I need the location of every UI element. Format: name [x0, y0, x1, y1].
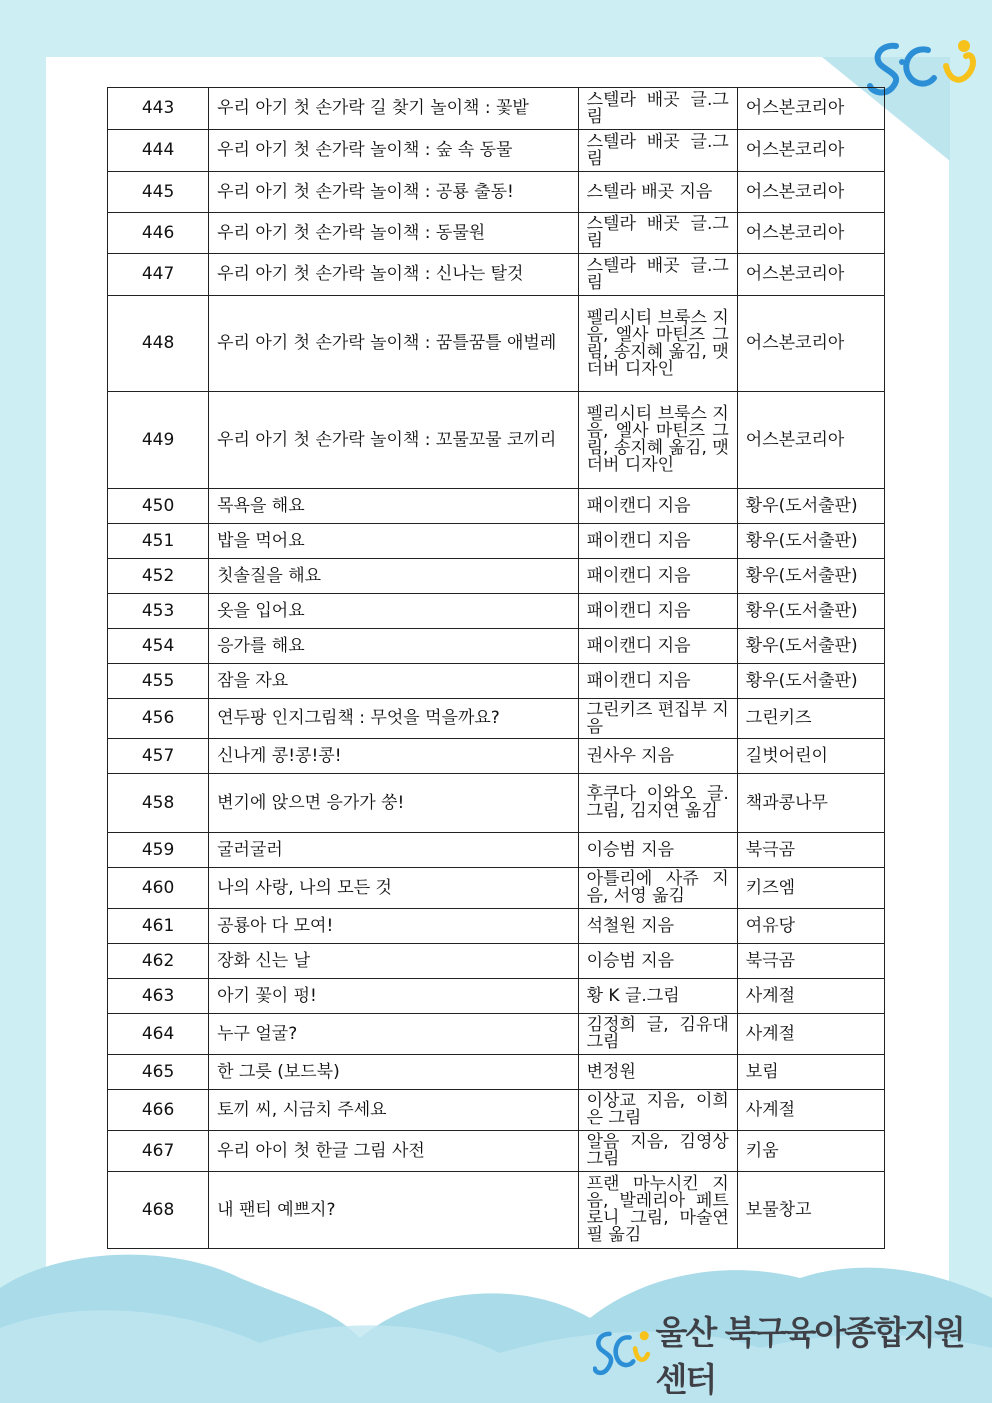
book-title: 장화 신는 날: [209, 944, 578, 979]
table-row: [108, 944, 885, 979]
row-number: 464: [108, 1014, 209, 1055]
row-number: 450: [108, 489, 209, 524]
book-title: 공룡아 다 모여!: [209, 909, 578, 944]
book-publisher: 황우(도서출판): [737, 594, 884, 629]
book-title: 우리 아기 첫 손가락 놀이책 : 동물원: [209, 213, 578, 254]
book-title: 한 그릇 (보드북): [209, 1055, 578, 1090]
row-number: 443: [108, 88, 209, 130]
book-publisher: 책과콩나무: [737, 774, 884, 833]
row-number: 461: [108, 909, 209, 944]
book-title: 목욕을 해요: [209, 489, 578, 524]
book-author: 패이캔디 지음: [578, 559, 737, 594]
book-publisher: 사계절: [737, 1014, 884, 1055]
table-row: [108, 392, 885, 489]
book-author: 아틀리에 사쥬 지음, 서영 옮김: [578, 868, 737, 909]
book-publisher: 키움: [737, 1131, 884, 1172]
book-title: 누구 얼굴?: [209, 1014, 578, 1055]
table-row: [108, 1090, 885, 1131]
book-title: 우리 아기 첫 손가락 놀이책 : 신나는 탈것: [209, 254, 578, 296]
book-author: 석철원 지음: [578, 909, 737, 944]
book-title: 우리 아기 첫 손가락 놀이책 : 숲 속 동물: [209, 130, 578, 172]
book-publisher: 황우(도서출판): [737, 559, 884, 594]
book-author: 스텔라 배곳 글.그림: [578, 130, 737, 172]
row-number: 445: [108, 172, 209, 213]
book-publisher: 황우(도서출판): [737, 524, 884, 559]
book-author: 이상교 지음, 이희은 그림: [578, 1090, 737, 1131]
book-publisher: 길벗어린이: [737, 739, 884, 774]
book-author: 김정희 글, 김유대 그림: [578, 1014, 737, 1055]
table-row: [108, 594, 885, 629]
book-author: 패이캔디 지음: [578, 664, 737, 699]
book-publisher: 황우(도서출판): [737, 629, 884, 664]
book-author: 패이캔디 지음: [578, 524, 737, 559]
book-title: 변기에 앉으면 응가가 쑹!: [209, 774, 578, 833]
book-author: 황 K 글.그림: [578, 979, 737, 1014]
row-number: 468: [108, 1172, 209, 1249]
book-publisher: 사계절: [737, 979, 884, 1014]
book-title: 내 팬티 예쁘지?: [209, 1172, 578, 1249]
table-row: [108, 1172, 885, 1249]
table-row: [108, 254, 885, 296]
book-list-table: [107, 87, 885, 1249]
table-row: [108, 524, 885, 559]
book-author: 스텔라 배곳 지음: [578, 172, 737, 213]
row-number: 458: [108, 774, 209, 833]
book-author: 펠리시티 브룩스 지음, 엘사 마틴즈 그림, 송지혜 옮김, 맷 더버 디자인: [578, 296, 737, 392]
table-row: [108, 489, 885, 524]
book-title: 우리 아기 첫 손가락 놀이책 : 꿈틀꿈틀 애벌레: [209, 296, 578, 392]
table-row: [108, 664, 885, 699]
book-title: 연두팡 인지그림책 : 무엇을 먹을까요?: [209, 699, 578, 739]
book-author: 패이캔디 지음: [578, 629, 737, 664]
book-publisher: 황우(도서출판): [737, 489, 884, 524]
row-number: 454: [108, 629, 209, 664]
book-title: 토끼 씨, 시금치 주세요: [209, 1090, 578, 1131]
book-publisher: 보물창고: [737, 1172, 884, 1249]
book-publisher: 키즈엠: [737, 868, 884, 909]
book-title: 옷을 입어요: [209, 594, 578, 629]
row-number: 460: [108, 868, 209, 909]
book-title: 잠을 자요: [209, 664, 578, 699]
book-publisher: 그린키즈: [737, 699, 884, 739]
book-author: 알음 지음, 김영상 그림: [578, 1131, 737, 1172]
table-row: [108, 559, 885, 594]
book-publisher: 어스본코리아: [737, 213, 884, 254]
book-author: 패이캔디 지음: [578, 594, 737, 629]
row-number: 455: [108, 664, 209, 699]
footer-logo-icon: [593, 1324, 652, 1384]
center-name: 울산 북구육아종합지원센터: [655, 1313, 964, 1399]
book-title: 우리 아기 첫 손가락 길 찾기 놀이책 : 꽃밭: [209, 88, 578, 130]
row-number: 448: [108, 296, 209, 392]
book-title: 칫솔질을 해요: [209, 559, 578, 594]
book-publisher: 어스본코리아: [737, 296, 884, 392]
table-row: [108, 629, 885, 664]
book-publisher: 사계절: [737, 1090, 884, 1131]
table-row: [108, 88, 885, 130]
book-title: 신나게 콩!콩!콩!: [209, 739, 578, 774]
book-publisher: 황우(도서출판): [737, 664, 884, 699]
book-author: 스텔라 배곳 글.그림: [578, 254, 737, 296]
book-author: 스텔라 배곳 글.그림: [578, 213, 737, 254]
book-title: 밥을 먹어요: [209, 524, 578, 559]
row-number: 446: [108, 213, 209, 254]
book-author: 펠리시티 브룩스 지음, 엘사 마틴즈 그림, 송지혜 옮김, 맷 더버 디자인: [578, 392, 737, 489]
table-row: [108, 296, 885, 392]
book-title: 우리 아기 첫 손가락 놀이책 : 꼬물꼬물 코끼리: [209, 392, 578, 489]
book-author: 변정원: [578, 1055, 737, 1090]
book-publisher: 여유당: [737, 909, 884, 944]
book-publisher: 어스본코리아: [737, 88, 884, 130]
book-title: 굴러굴러: [209, 833, 578, 868]
book-publisher: 보림: [737, 1055, 884, 1090]
book-author: 패이캔디 지음: [578, 489, 737, 524]
row-number: 465: [108, 1055, 209, 1090]
table-row: [108, 833, 885, 868]
book-author: 스텔라 배곳 글.그림: [578, 88, 737, 130]
table-row: [108, 130, 885, 172]
table-row: [108, 979, 885, 1014]
row-number: 444: [108, 130, 209, 172]
book-author: 후쿠다 이와오 글.그림, 김지연 옮김: [578, 774, 737, 833]
table-row: [108, 213, 885, 254]
table-row: [108, 1131, 885, 1172]
row-number: 459: [108, 833, 209, 868]
row-number: 449: [108, 392, 209, 489]
table-row: [108, 1055, 885, 1090]
row-number: 457: [108, 739, 209, 774]
book-title: 우리 아기 첫 손가락 놀이책 : 공룡 출동!: [209, 172, 578, 213]
book-author: 권사우 지음: [578, 739, 737, 774]
book-publisher: 어스본코리아: [737, 172, 884, 213]
row-number: 453: [108, 594, 209, 629]
row-number: 456: [108, 699, 209, 739]
book-publisher: 어스본코리아: [737, 254, 884, 296]
table-row: [108, 739, 885, 774]
row-number: 463: [108, 979, 209, 1014]
book-author: 프랜 마누시킨 지음, 발레리아 페트로니 그림, 마술연필 옮김: [578, 1172, 737, 1249]
table-row: [108, 1014, 885, 1055]
book-title: 우리 아이 첫 한글 그림 사전: [209, 1131, 578, 1172]
row-number: 447: [108, 254, 209, 296]
row-number: 452: [108, 559, 209, 594]
book-publisher: 어스본코리아: [737, 130, 884, 172]
book-author: 이승범 지음: [578, 944, 737, 979]
table-row: [108, 699, 885, 739]
book-publisher: 어스본코리아: [737, 392, 884, 489]
row-number: 451: [108, 524, 209, 559]
footer-logo: [593, 1313, 992, 1399]
table-row: [108, 909, 885, 944]
row-number: 466: [108, 1090, 209, 1131]
book-title: 나의 사랑, 나의 모든 것: [209, 868, 578, 909]
book-title: 아기 꽃이 펑!: [209, 979, 578, 1014]
book-publisher: 북극곰: [737, 944, 884, 979]
table-row: [108, 172, 885, 213]
row-number: 467: [108, 1131, 209, 1172]
book-author: 그린키즈 편집부 지음: [578, 699, 737, 739]
book-title: 응가를 해요: [209, 629, 578, 664]
book-author: 이승범 지음: [578, 833, 737, 868]
row-number: 462: [108, 944, 209, 979]
table-row: [108, 868, 885, 909]
book-publisher: 북극곰: [737, 833, 884, 868]
table-row: [108, 774, 885, 833]
